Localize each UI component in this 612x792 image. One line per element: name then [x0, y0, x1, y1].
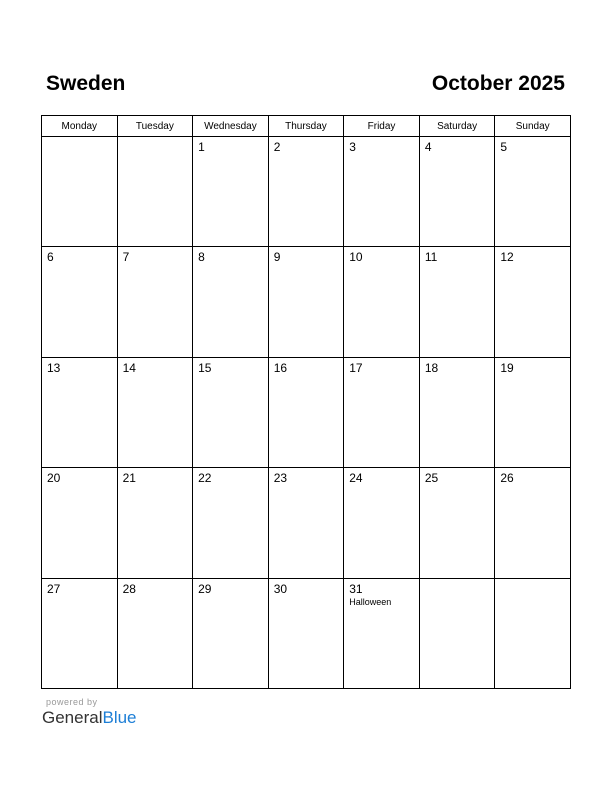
day-cell [117, 137, 193, 247]
day-cell [419, 578, 495, 688]
brand-general-text: General [42, 708, 103, 727]
day-cell [117, 578, 193, 688]
day-number: 25 [424, 471, 439, 486]
day-cell [268, 357, 344, 467]
day-number: 22 [198, 471, 212, 486]
day-cell [193, 137, 269, 247]
holiday-event: Halloween [349, 596, 392, 607]
day-cell [42, 357, 118, 467]
country-title: Sweden [46, 72, 126, 95]
day-cell [419, 357, 495, 467]
day-number: 4 [424, 140, 432, 154]
day-cell [495, 357, 571, 467]
day-cell [268, 468, 344, 578]
powered-by-label: powered by [46, 697, 98, 707]
day-number: 28 [122, 581, 136, 596]
day-cell [495, 247, 571, 357]
day-number: 27 [47, 581, 61, 596]
day-cell [193, 357, 269, 467]
weekday-header-row [42, 116, 571, 137]
day-cell [268, 578, 344, 688]
day-cell [193, 468, 269, 578]
day-number: 6 [47, 250, 54, 265]
day-number: 15 [198, 360, 212, 375]
week-row [42, 357, 571, 467]
day-number: 29 [198, 581, 212, 596]
day-cell [193, 578, 269, 688]
weekday-monday: Monday [42, 116, 118, 137]
day-cell [42, 468, 118, 578]
week-row [42, 247, 571, 357]
day-number: 20 [47, 471, 61, 486]
day-cell [268, 247, 344, 357]
day-cell [42, 247, 118, 357]
day-number: 30 [273, 581, 288, 596]
day-number: 24 [349, 471, 363, 486]
day-number: 17 [349, 360, 363, 375]
calendar-body [42, 137, 571, 689]
day-cell [117, 357, 193, 467]
day-cell [344, 137, 420, 247]
day-cell [419, 137, 495, 247]
day-number: 11 [424, 250, 438, 265]
week-row [42, 468, 571, 578]
day-cell [117, 247, 193, 357]
day-cell [419, 468, 495, 578]
day-number: 26 [500, 471, 514, 486]
day-cell [344, 468, 420, 578]
day-number: 12 [500, 250, 514, 265]
day-cell [344, 247, 420, 357]
week-row [42, 137, 571, 247]
day-number: 8 [198, 250, 205, 265]
day-cell [495, 578, 571, 688]
day-number: 2 [273, 140, 281, 154]
day-cell [268, 137, 344, 247]
weekday-thursday: Thursday [268, 116, 344, 137]
day-number: 31 [349, 581, 363, 596]
weekday-saturday: Saturday [419, 116, 495, 137]
weekday-friday: Friday [344, 116, 420, 137]
day-cell [117, 468, 193, 578]
day-number: 5 [500, 140, 508, 154]
day-number: 13 [47, 360, 61, 375]
day-cell [344, 357, 420, 467]
day-cell [495, 468, 571, 578]
day-number: 7 [122, 250, 130, 265]
generalblue-logo [42, 707, 137, 729]
day-number: 19 [500, 360, 514, 375]
weekday-sunday: Sunday [495, 116, 571, 137]
day-cell [344, 578, 420, 688]
week-row [42, 578, 571, 688]
day-number: 16 [273, 360, 288, 375]
day-number: 9 [273, 250, 281, 265]
day-cell [495, 137, 571, 247]
weekday-tuesday: Tuesday [117, 116, 193, 137]
day-number: 21 [122, 471, 136, 486]
month-year-title: October 2025 [431, 72, 565, 95]
day-cell [42, 578, 118, 688]
calendar-grid [41, 115, 571, 689]
day-number: 3 [349, 140, 356, 154]
day-cell [419, 247, 495, 357]
day-number: 18 [424, 360, 439, 375]
day-number: 14 [122, 360, 136, 375]
day-cell [193, 247, 269, 357]
day-number: 10 [349, 250, 363, 265]
day-number: 1 [198, 140, 205, 154]
weekday-wednesday: Wednesday [193, 116, 269, 137]
day-number: 23 [273, 471, 288, 486]
day-cell [42, 137, 118, 247]
brand-blue-text: Blue [102, 708, 137, 727]
